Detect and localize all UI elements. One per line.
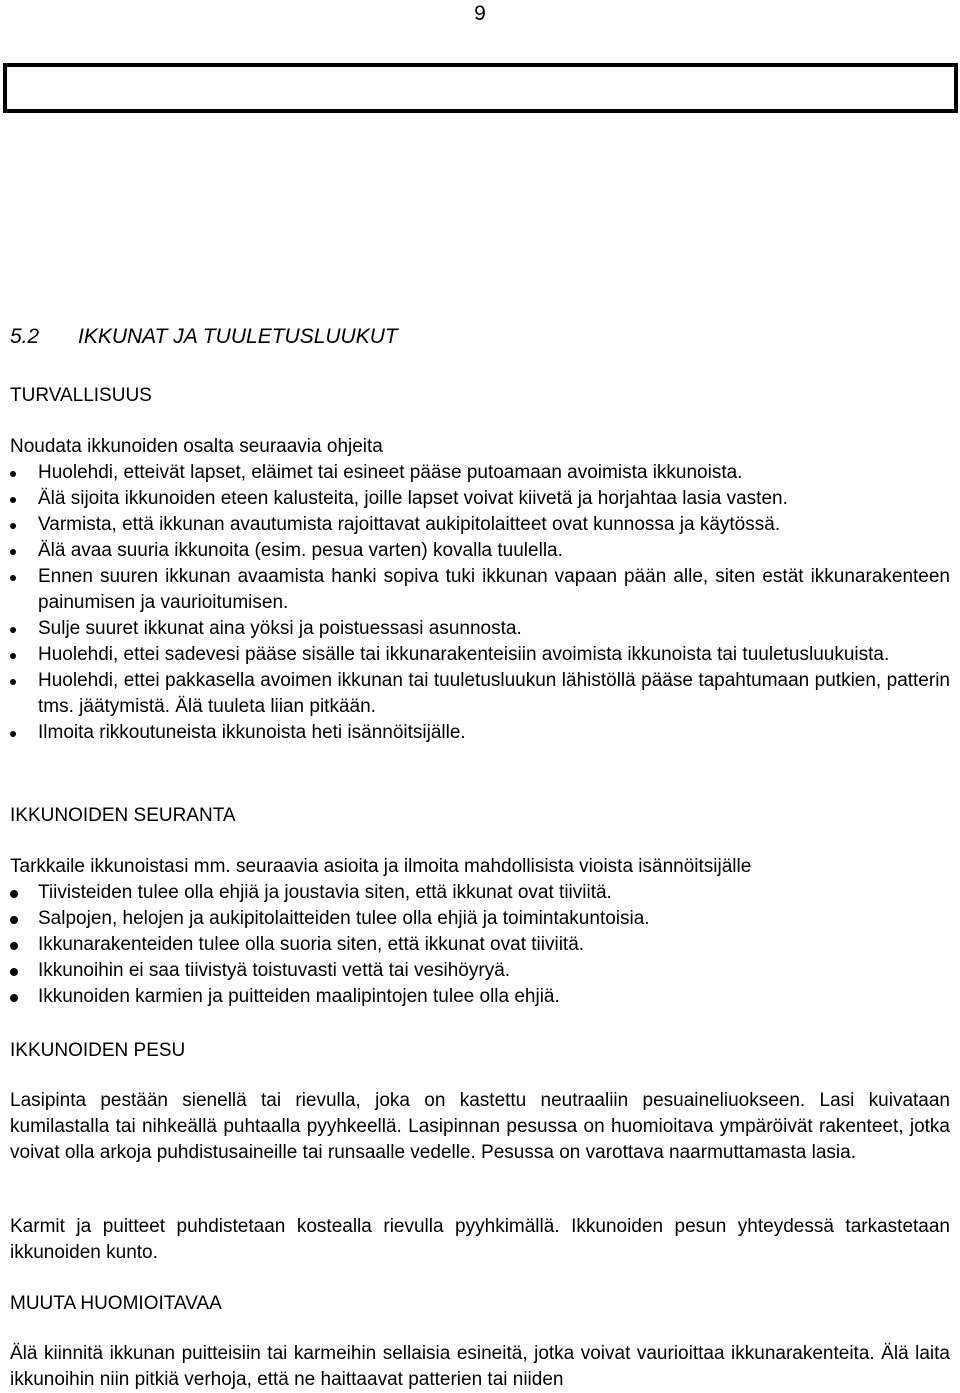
list-item: Ilmoita rikkoutuneista ikkunoista heti isännöitsijälle. bbox=[10, 720, 950, 746]
bullet-icon bbox=[10, 523, 16, 529]
bullet-icon bbox=[10, 968, 18, 976]
other-heading: MUUTA HUOMIOITAVAA bbox=[10, 1293, 222, 1314]
list-item: Varmista, että ikkunan avautumista rajoittavat aukipitolaitteet ovat kunnossa ja käytössä. bbox=[10, 512, 950, 538]
bullet-icon bbox=[10, 916, 18, 924]
page-number: 9 bbox=[474, 2, 486, 25]
bullet-icon bbox=[10, 890, 18, 898]
bullet-icon bbox=[10, 471, 16, 477]
bullet-icon bbox=[10, 653, 16, 659]
safety-list bbox=[10, 460, 950, 746]
header-box bbox=[3, 63, 958, 113]
bullet-icon bbox=[10, 731, 16, 737]
list-item: Huolehdi, ettei pakkasella avoimen ikkunan tai tuuletusluukun lähistöllä pääse tapahtumaan putkien, patterin tms. jäätymistä. Älä tuuleta liian pitkään. bbox=[10, 668, 950, 720]
bullet-icon bbox=[10, 942, 18, 950]
list-item: Älä avaa suuria ikkunoita (esim. pesua varten) kovalla tuulella. bbox=[10, 538, 950, 564]
list-item: Huolehdi, ettei sadevesi pääse sisälle tai ikkunarakenteisiin avoimista ikkunoista tai tuuletusluukuista. bbox=[10, 642, 950, 668]
bullet-icon bbox=[10, 497, 16, 503]
safety-heading: TURVALLISUUS bbox=[10, 385, 152, 406]
list-item: Sulje suuret ikkunat aina yöksi ja poistuessasi asunnosta. bbox=[10, 616, 950, 642]
section-number: 5.2 bbox=[10, 325, 40, 348]
list-item: Salpojen, helojen ja aukipitolaitteiden tulee olla ehjiä ja toimintakuntoisia. bbox=[10, 906, 950, 932]
section-title bbox=[10, 324, 950, 350]
washing-heading: IKKUNOIDEN PESU bbox=[10, 1040, 186, 1061]
bullet-icon bbox=[10, 627, 16, 633]
monitoring-intro: Tarkkaile ikkunoistasi mm. seuraavia asioita ja ilmoita mahdollisista vioista isännöitsijälle bbox=[10, 856, 752, 877]
other-paragraph-1: Älä kiinnitä ikkunan puitteisiin tai karmeihin sellaisia esineitä, jotka voivat vaurioittaa ikkunarakenteita. Älä laita ikkunoihin niin pitkiä verhoja, että ne haittaavat patterien tai niiden bbox=[10, 1343, 950, 1390]
washing-paragraph-1: Lasipinta pestään sienellä tai rievulla, joka on kastettu neutraaliin pesuaineliuokseen. Lasi kuivataan kumilastalla tai nihkeällä puhtaalla pyyhkeellä. Lasipinnan pesussa on huomioitava ympäröivät rakenteet, jotka voivat olla arkoja puhdistusaineille tai runsaalle vedelle. Pesussa on varottava naarmuttamasta lasia. bbox=[10, 1090, 950, 1163]
list-item: Ikkunarakenteiden tulee olla suoria siten, että ikkunat ovat tiiviitä. bbox=[10, 932, 950, 958]
monitoring-list bbox=[10, 880, 950, 1010]
washing-paragraph-2: Karmit ja puitteet puhdistetaan kostealla rievulla pyyhkimällä. Ikkunoiden pesun yhteydessä tarkastetaan ikkunoiden kunto. bbox=[10, 1216, 950, 1263]
bullet-icon bbox=[10, 549, 16, 555]
list-item: Ikkunoihin ei saa tiivistyä toistuvasti vettä tai vesihöyryä. bbox=[10, 958, 950, 984]
list-item: Huolehdi, etteivät lapset, eläimet tai esineet pääse putoamaan avoimista ikkunoista. bbox=[10, 460, 950, 486]
bullet-icon bbox=[10, 994, 18, 1002]
safety-intro: Noudata ikkunoiden osalta seuraavia ohjeita bbox=[10, 436, 383, 457]
monitoring-heading: IKKUNOIDEN SEURANTA bbox=[10, 805, 236, 826]
section-title-text: IKKUNAT JA TUULETUSLUUKUT bbox=[78, 325, 398, 348]
list-item: Tiivisteiden tulee olla ehjiä ja joustavia siten, että ikkunat ovat tiiviitä. bbox=[10, 880, 950, 906]
bullet-icon bbox=[10, 575, 16, 581]
bullet-icon bbox=[10, 679, 16, 685]
list-item: Ikkunoiden karmien ja puitteiden maalipintojen tulee olla ehjiä. bbox=[10, 984, 950, 1010]
list-item: Älä sijoita ikkunoiden eteen kalusteita, joille lapset voivat kiivetä ja horjahtaa lasia vasten. bbox=[10, 486, 950, 512]
list-item: Ennen suuren ikkunan avaamista hanki sopiva tuki ikkunan vapaan pään alle, siten estät ikkunarakenteen painumisen ja vaurioitumisen. bbox=[10, 564, 950, 616]
